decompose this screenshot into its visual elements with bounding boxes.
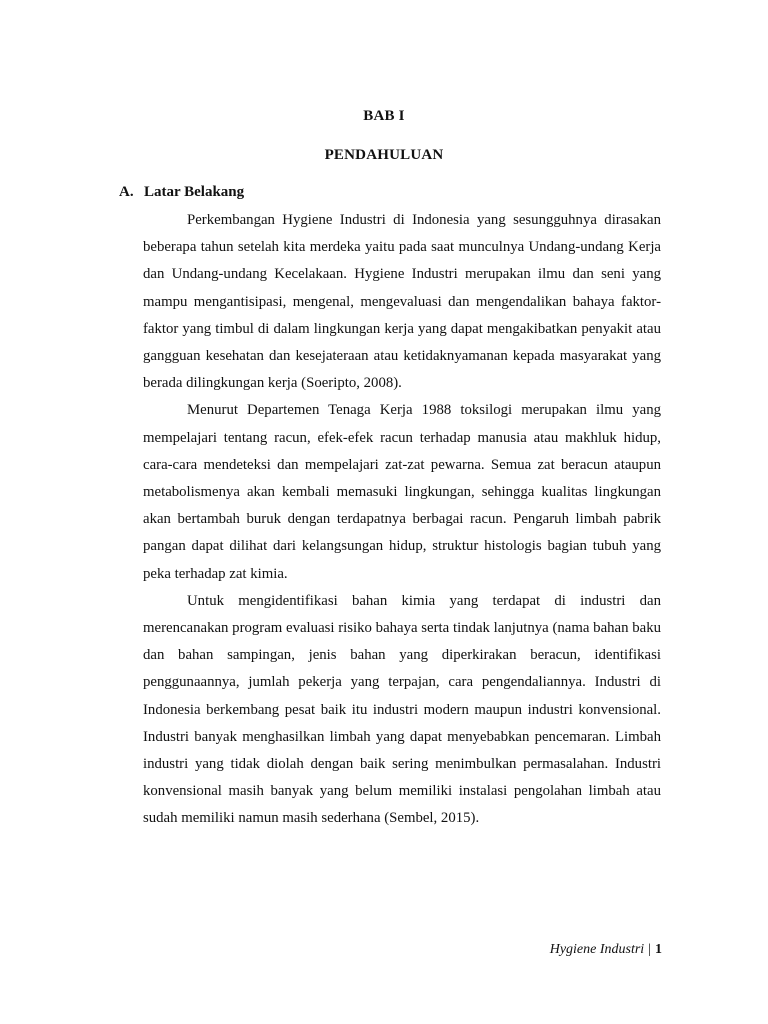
body-text — [143, 207, 661, 833]
paragraph-1: Perkembangan Hygiene Industri di Indonesia yang sesungguhnya dirasakan beberapa tahun setelah kita merdeka yaitu pada saat munculnya Undang-undang Kerja dan Undang-undang Kecelakaan. Hygiene Industri merupakan ilmu dan seni yang mampu mengantisipasi, mengenal, mengevaluasi dan mengendalikan bahaya faktor-faktor yang timbul di dalam lingkungan kerja yang dapat mengakibatkan penyakit atau gangguan kesehatan dan kesejateraan atau ketidaknyamanan kepada masyarakat yang berada dilingkungan kerja (Soeripto, 2008). — [143, 212, 661, 392]
chapter-label: BAB I — [363, 108, 405, 124]
paragraph-2: Menurut Departemen Tenaga Kerja 1988 toksilogi merupakan ilmu yang mempelajari tentang racun, efek-efek racun terhadap manusia atau makhluk hidup, cara-cara mendeteksi dan mempelajari zat-zat pewarna. Semua zat beracun ataupun metabolismenya akan kembali memasuki lingkungan, sehingga kualitas lingkungan akan bertambah buruk dengan terdapatnya berbagai racun. Pengaruh limbah pabrik pangan dapat dilihat dari kelangsungan hidup, struktur histologis bagian tubuh yang peka terhadap zat kimia. — [143, 402, 661, 582]
paragraph-3: Untuk mengidentifikasi bahan kimia yang terdapat di industri dan merencanakan program evaluasi risiko bahaya serta tindak lanjutnya (nama bahan baku dan bahan sampingan, jenis bahan yang diperkirakan beracun, identifikasi penggunaannya, jumlah pekerja yang terpajan, cara pengendaliannya. Industri di Indonesia berkembang pesat baik itu industri modern maupun industri konvensional. Industri banyak menghasilkan limbah yang dapat menyebabkan pencemaran. Limbah industri yang tidak diolah dengan baik sering menimbulkan permasalahan. Industri konvensional masih banyak yang belum memiliki instalasi pengolahan limbah atau sudah memiliki namun masih sederhana (Sembel, 2015). — [143, 592, 661, 827]
page-footer — [550, 940, 662, 960]
running-title: Hygiene Industri — [549, 942, 645, 957]
footer-separator: | — [648, 942, 651, 957]
section-title: Latar Belakang — [144, 184, 245, 200]
section-letter: A. — [119, 184, 134, 200]
chapter-title: PENDAHULUAN — [324, 147, 444, 163]
section-heading — [119, 184, 244, 201]
page-number: 1 — [655, 942, 662, 957]
